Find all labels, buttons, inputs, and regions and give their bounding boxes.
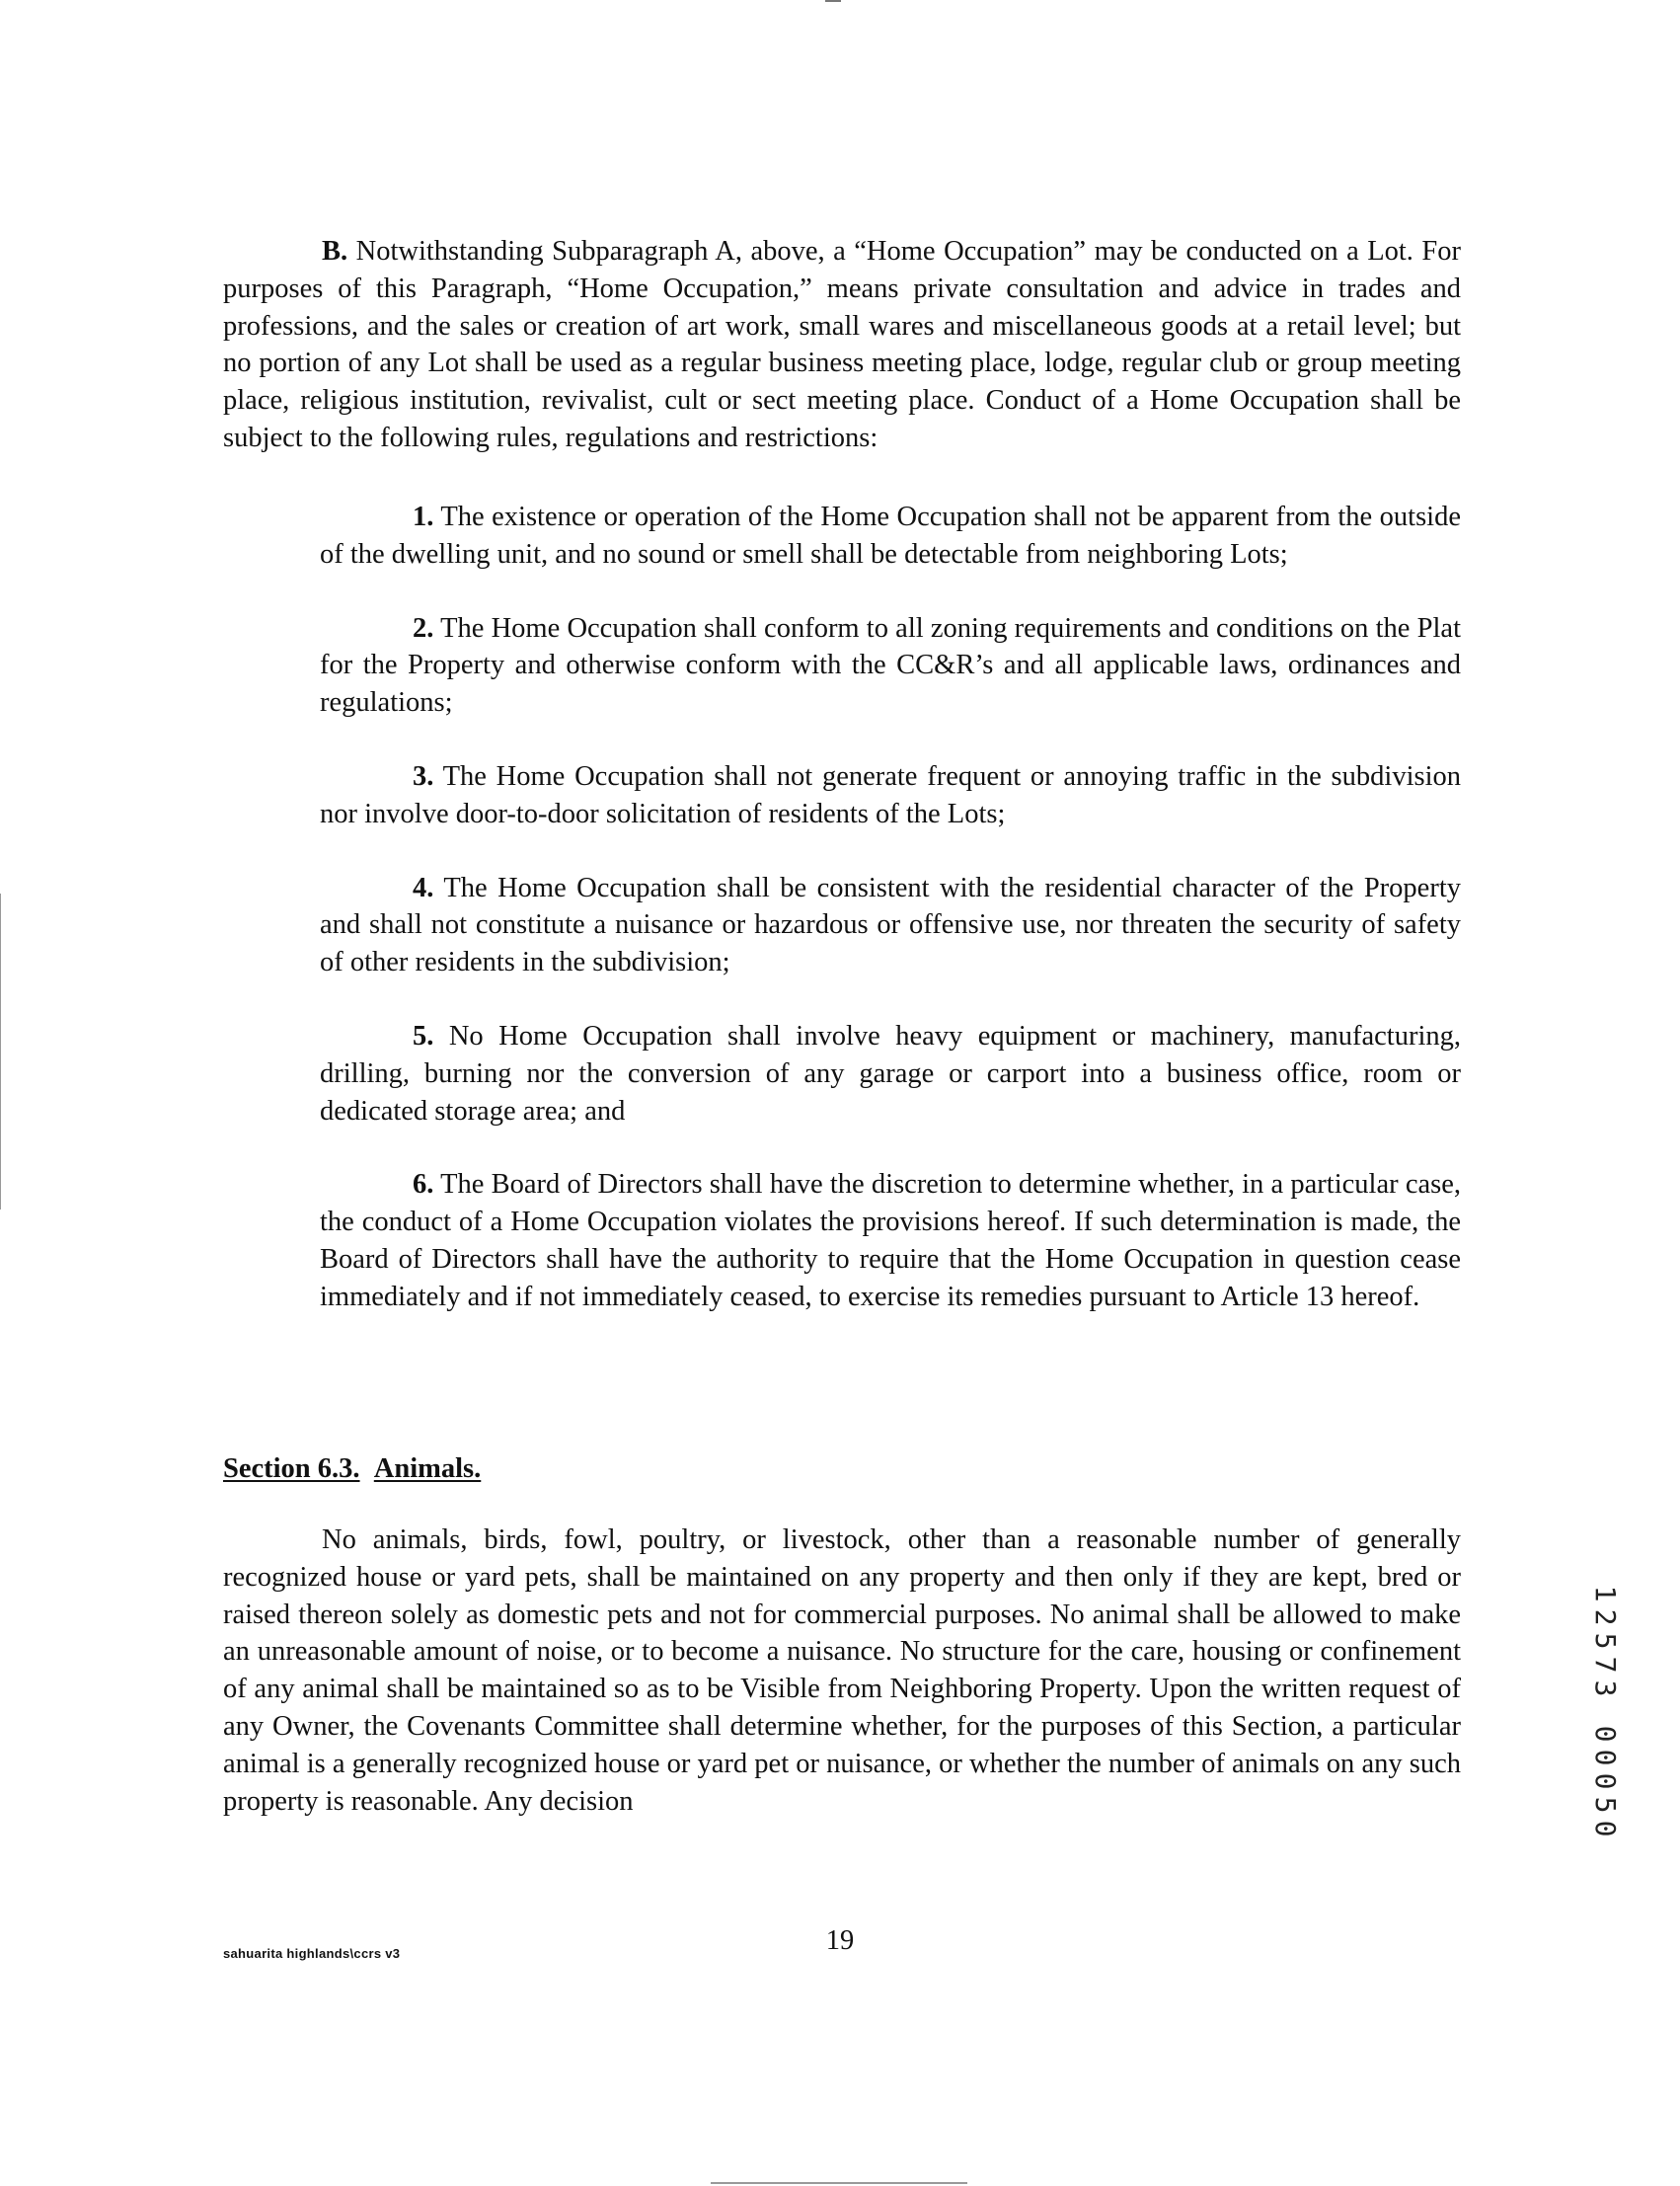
animals-paragraph: No animals, birds, fowl, poultry, or livestock, other than a reasonable number of generally recognized house or yard pets, shall be maintained on any property and then only if they are kept, bred or raised thereon solely as domestic pets and not for commercial purposes. No animal shall be allowed to make an unreasonable amount of noise, or to become a nuisance. No structure for the care, housing or confinement of any animal shall be maintained so as to be Visible from Neighboring Property. Upon the written request of any Owner, the Covenants Committee shall determine whether, for the purposes of this Section, a particular animal is a generally recognized house or yard pet or nuisance, or whether the number of animals on any such property is reasonable. Any decision xyxy=(223,1524,1461,1817)
rule-text: The existence or operation of the Home Occupation shall not be apparent from the outside of the dwelling unit, and no sound or smell shall be detectable from neighboring Lots; xyxy=(320,502,1461,570)
rule-number: 1. xyxy=(413,502,434,532)
home-occupation-rules-list xyxy=(320,499,1461,1353)
rule-item-4 xyxy=(320,870,1461,981)
stamp-digit: 3 xyxy=(1589,1679,1622,1697)
stamp-digit: 0 xyxy=(1589,1772,1622,1790)
scan-mark-top xyxy=(825,0,841,2)
section-number: Section 6.3. xyxy=(223,1453,360,1484)
stamp-digit: 2 xyxy=(1589,1608,1622,1626)
rule-number: 4. xyxy=(413,872,434,903)
scan-mark-bottom xyxy=(711,2182,967,2184)
rule-text: No Home Occupation shall involve heavy equipment or machinery, manufacturing, drilling, burning nor the conversion of any garage or carport into a business office, room or dedicated storage area; and xyxy=(320,1020,1461,1127)
rule-text: The Home Occupation shall not generate frequent or annoying traffic in the subdivision nor involve door-to-door solicitation of residents of the Lots; xyxy=(320,760,1461,829)
stamp-digit: 0 xyxy=(1589,1749,1622,1766)
stamp-digit: 0 xyxy=(1589,1725,1622,1743)
rule-text: The Home Occupation shall conform to all zoning requirements and conditions on the Plat for the Property and otherwise conform with the CC&R’s and all applicable laws, ordinances and regulations; xyxy=(320,612,1461,719)
stamp-digit: 1 xyxy=(1589,1585,1622,1602)
rule-item-3 xyxy=(320,758,1461,833)
section-heading xyxy=(223,1450,481,1488)
scan-mark-left xyxy=(0,894,1,1210)
rule-number: 6. xyxy=(413,1169,434,1201)
page-number: 19 xyxy=(825,1925,855,1956)
rule-item-1 xyxy=(320,499,1461,574)
rule-number: 3. xyxy=(413,760,434,792)
stamp-digit: 0 xyxy=(1589,1820,1622,1837)
stamp-digit: 7 xyxy=(1589,1656,1622,1674)
rule-number: 2. xyxy=(413,612,434,644)
rule-item-6 xyxy=(320,1166,1461,1315)
section-title: Animals. xyxy=(373,1453,482,1484)
rule-item-2 xyxy=(320,610,1461,722)
rule-text: The Home Occupation shall be consistent with the residential character of the Property and shall not constitute a nuisance or hazardous or offensive use, nor threaten the security of safety of other residents in the subdivision; xyxy=(320,872,1461,978)
recording-stamp xyxy=(1585,1582,1625,1862)
rule-text: The Board of Directors shall have the discretion to determine whether, in a particular case, the conduct of a Home Occupation violates the provisions hereof. If such determination is made, the Board of Directors shall have the authority to require that the Home Occupation in question cease immediately and if not immediately ceased, to exercise its remedies pursuant to Article 13 hereof. xyxy=(320,1169,1461,1312)
stamp-digit: 5 xyxy=(1589,1632,1622,1650)
paragraph-b-text: Notwithstanding Subparagraph A, above, a “Home Occupation” may be conducted on a Lot. For purposes of this Paragraph, “Home Occupation,” means private consultation and advice in trades and professions, and the sales or creation of art work, small wares and miscellaneous goods at a retail level; but no portion of any Lot shall be used as a regular business meeting place, lodge, regular club or group meeting place, religious institution, revivalist, cult or sect meeting place. Conduct of a Home Occupation shall be subject to the following rules, regulations and restrictions: xyxy=(223,236,1461,453)
rule-item-5 xyxy=(320,1018,1461,1130)
stamp-digit: 5 xyxy=(1589,1796,1622,1814)
stamp-page xyxy=(1585,1722,1625,1840)
paragraph-b-label: B. xyxy=(322,236,348,267)
paragraph-b xyxy=(223,233,1461,457)
rule-number: 5. xyxy=(413,1020,434,1052)
stamp-docket xyxy=(1585,1582,1625,1700)
footer-file-path: sahuarita highlands\ccrs v3 xyxy=(223,1946,401,1961)
